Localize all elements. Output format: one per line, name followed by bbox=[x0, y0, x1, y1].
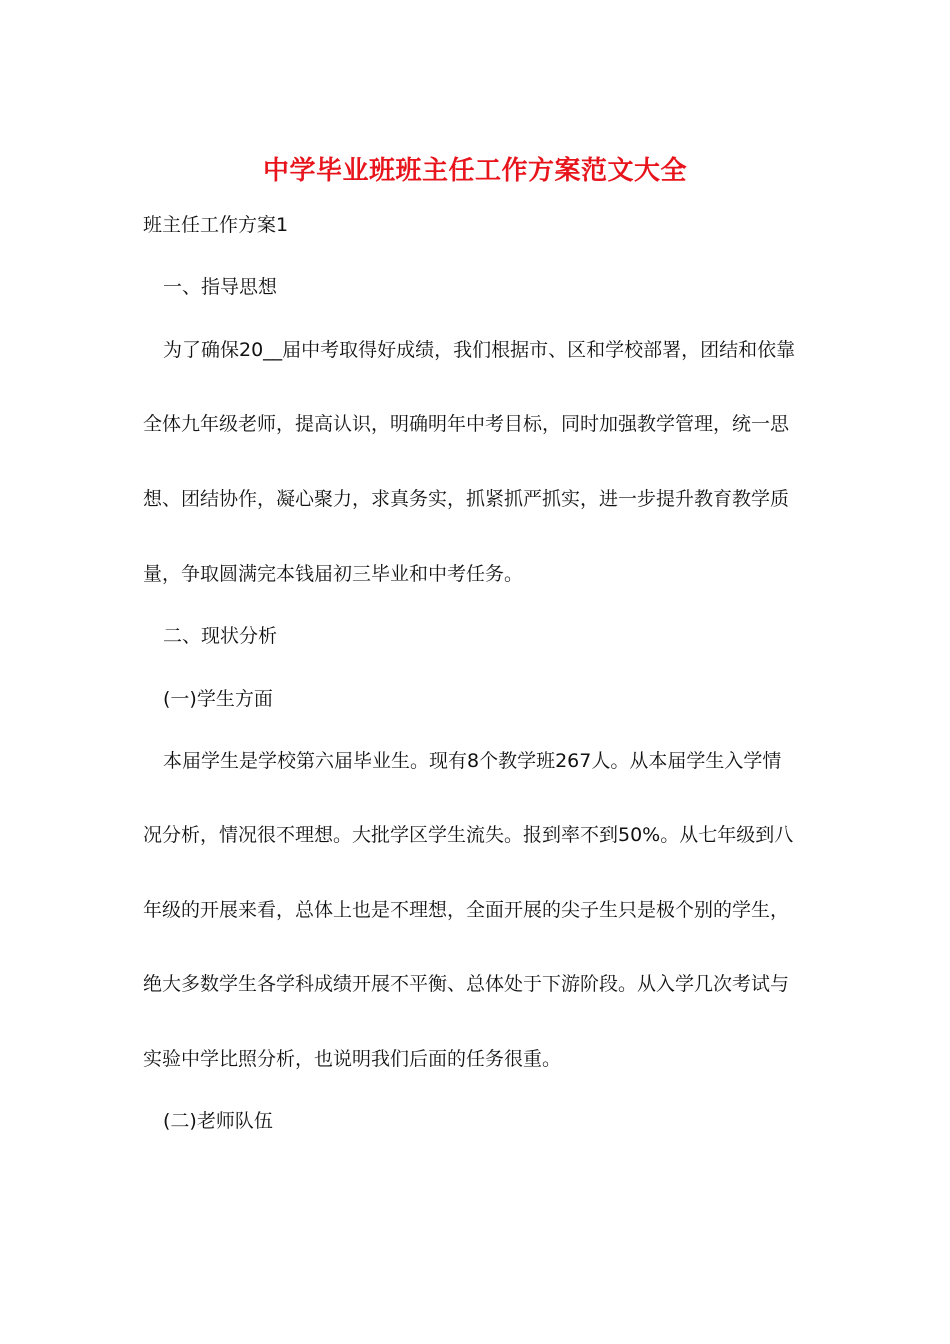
section-heading: 班主任工作方案1 bbox=[143, 214, 289, 236]
subsection-heading: (二)老师队伍 bbox=[163, 1110, 273, 1132]
paragraph-line: 量，争取圆满完本钱届初三毕业和中考任务。 bbox=[143, 563, 524, 585]
paragraph-line: 况分析，情况很不理想。大批学区学生流失。报到率不到50%。从七年级到八 bbox=[143, 824, 794, 846]
paragraph-line: 为了确保20__届中考取得好成绩，我们根据市、区和学校部署，团结和依靠 bbox=[163, 339, 796, 361]
paragraph-line: 年级的开展来看，总体上也是不理想，全面开展的尖子生只是极个别的学生， bbox=[143, 899, 790, 921]
subsection-heading: (一)学生方面 bbox=[163, 688, 273, 710]
paragraph-line: 想、团结协作，凝心聚力，求真务实，抓紧抓严抓实，进一步提升教育教学质 bbox=[143, 488, 790, 510]
paragraph-line: 全体九年级老师，提高认识，明确明年中考目标，同时加强教学管理，统一思 bbox=[143, 413, 790, 435]
subsection-heading: 二、现状分析 bbox=[163, 625, 278, 647]
document-title: 中学毕业班班主任工作方案范文大全 bbox=[262, 156, 687, 186]
subsection-heading: 一、指导思想 bbox=[163, 276, 278, 298]
paragraph-line: 绝大多数学生各学科成绩开展不平衡、总体处于下游阶段。从入学几次考试与 bbox=[143, 973, 790, 995]
paragraph-line: 本届学生是学校第六届毕业生。现有8个教学班267人。从本届学生入学情 bbox=[163, 750, 782, 772]
paragraph-line: 实验中学比照分析，也说明我们后面的任务很重。 bbox=[143, 1048, 562, 1070]
